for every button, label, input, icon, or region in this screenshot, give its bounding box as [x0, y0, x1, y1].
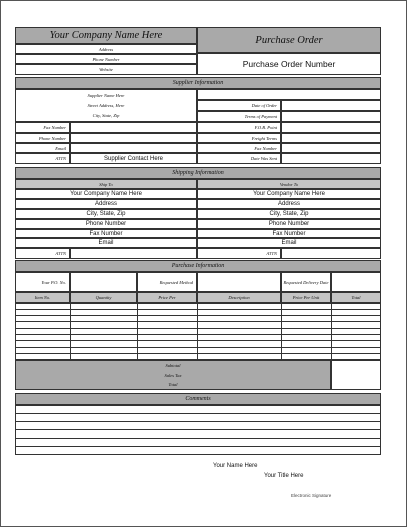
terms-of-payment-label: Terms of Payment — [197, 111, 281, 122]
vendor-fax[interactable]: Fax Number — [197, 229, 381, 238]
your-po-value[interactable] — [70, 272, 137, 292]
vendor-address[interactable]: Address — [197, 199, 381, 209]
table-row — [15, 321, 381, 322]
supplier-right-blank — [197, 89, 381, 100]
po-number[interactable]: Purchase Order Number — [197, 53, 381, 75]
supplier-attn-label: ATTN — [15, 153, 70, 164]
ship-to-city[interactable]: City, State, Zip — [15, 209, 197, 219]
comment-line — [15, 438, 381, 439]
col-quantity: Quantity — [70, 292, 137, 303]
company-name: Your Company Name Here — [15, 27, 197, 44]
purchase-section-title: Purchase Information — [15, 260, 381, 272]
supplier-attn-value[interactable]: Supplier Contact Here — [70, 153, 197, 164]
vendor-phone[interactable]: Phone Number — [197, 219, 381, 229]
col-price-per-unit: Price Per Unit — [281, 292, 331, 303]
sales-tax-label: Sales Tax — [164, 372, 182, 378]
date-of-order-value[interactable] — [281, 100, 381, 111]
ship-to-phone[interactable]: Phone Number — [15, 219, 197, 229]
right-fax-value[interactable] — [281, 143, 381, 153]
supplier-name: Supplier Name Here — [87, 93, 125, 98]
supplier-city: City, State, Zip — [92, 113, 120, 118]
summary-values[interactable] — [331, 360, 381, 390]
company-phone: Phone Number — [15, 54, 197, 64]
table-row — [15, 347, 381, 348]
vendor-to-header: Vendor To — [197, 179, 381, 189]
supplier-fax-value[interactable] — [70, 122, 197, 133]
comment-line — [15, 429, 381, 430]
date-sent-value[interactable] — [281, 153, 381, 164]
comment-line — [15, 413, 381, 414]
delivery-date-label: Requested Delivery Date — [281, 272, 331, 292]
requested-method-value[interactable] — [197, 272, 281, 292]
supplier-phone-value[interactable] — [70, 133, 197, 143]
freight-terms-label: Freight Terms — [197, 133, 281, 143]
signature-line[interactable]: Electronic Signature — [291, 493, 332, 498]
document-title: Purchase Order — [197, 27, 381, 53]
col-description: Description — [197, 292, 281, 303]
col-total: Total — [331, 292, 381, 303]
subtotal-label: Subtotal — [165, 363, 181, 368]
date-sent-label: Date Was Sent — [197, 153, 281, 164]
date-of-order-label: Date of Order — [197, 100, 281, 111]
signer-name: Your Name Here — [213, 463, 258, 469]
vendor-email[interactable]: Email — [197, 238, 381, 248]
comment-line — [15, 421, 381, 422]
col-item-no: Item No. — [15, 292, 70, 303]
delivery-date-value[interactable] — [331, 272, 381, 292]
ship-to-email[interactable]: Email — [15, 238, 197, 248]
supplier-phone-label: Phone Number — [15, 133, 70, 143]
signer-title: Your Title Here — [264, 473, 304, 479]
ship-to-company[interactable]: Your Company Name Here — [15, 189, 197, 199]
fob-point-value[interactable] — [281, 122, 381, 133]
shipping-section-title: Shipping Information — [15, 167, 381, 179]
vendor-city[interactable]: City, State, Zip — [197, 209, 381, 219]
table-row — [15, 340, 381, 341]
ship-attn-label: ATTN — [15, 248, 70, 259]
total-label: Total — [168, 382, 178, 387]
terms-of-payment-value[interactable] — [281, 111, 381, 122]
col-price-per: Price Per — [137, 292, 197, 303]
ship-attn-value[interactable] — [70, 248, 197, 259]
table-row — [15, 309, 381, 310]
vendor-attn-label: ATTN — [197, 248, 281, 259]
company-address: Address — [15, 44, 197, 54]
supplier-email-value[interactable] — [70, 143, 197, 153]
supplier-section-title: Supplier Information — [15, 77, 381, 89]
supplier-email-label: Email — [15, 143, 70, 153]
table-row — [15, 353, 381, 354]
freight-terms-value[interactable] — [281, 133, 381, 143]
vendor-company[interactable]: Your Company Name Here — [197, 189, 381, 199]
comment-line — [15, 446, 381, 447]
company-website: Website — [15, 64, 197, 75]
supplier-fax-label: Fax Number — [15, 122, 70, 133]
supplier-street: Street Address, Here — [87, 103, 125, 108]
comments-section-title: Comments — [15, 393, 381, 405]
ship-to-address[interactable]: Address — [15, 199, 197, 209]
right-fax-label: Fax Number — [197, 143, 281, 153]
table-row — [15, 334, 381, 335]
your-po-label: Your P.O. No. — [15, 272, 70, 292]
table-row — [15, 315, 381, 316]
requested-method-label: Requested Method — [137, 272, 197, 292]
fob-point-label: F.O.B. Point — [197, 122, 281, 133]
ship-to-fax[interactable]: Fax Number — [15, 229, 197, 238]
vendor-attn-value[interactable] — [281, 248, 381, 259]
ship-to-header: Ship To — [15, 179, 197, 189]
table-row — [15, 328, 381, 329]
